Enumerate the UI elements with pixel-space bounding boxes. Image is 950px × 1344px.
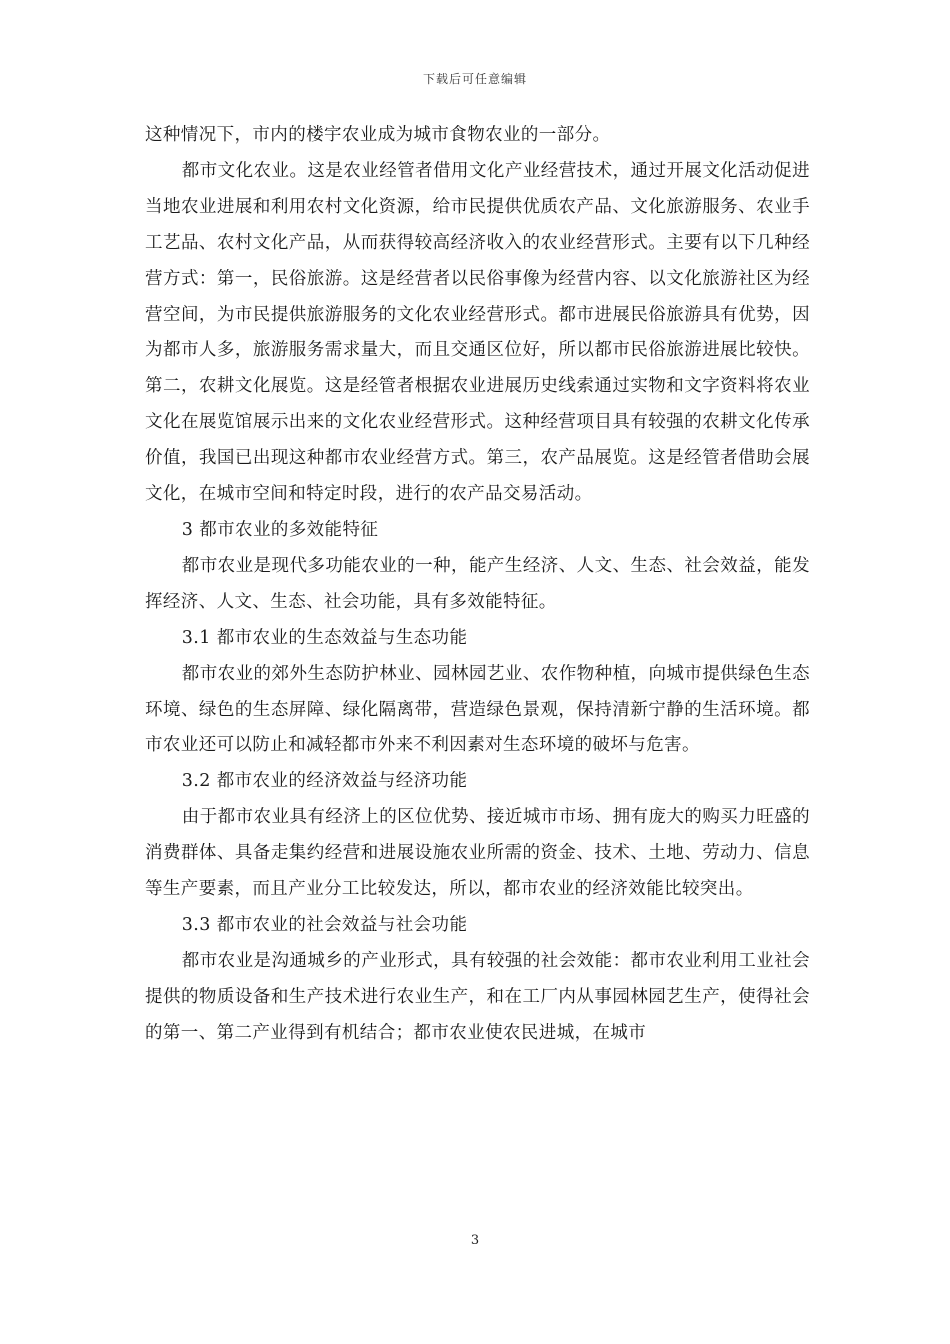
paragraph-society: 都市农业是沟通城乡的产业形式，具有较强的社会效能：都市农业利用工业社会提供的物质设备和生产技术进行农业生产，和在工厂内从事园林园艺生产，使得社会的第一、第二产业得到有机结合；都市农业使农民进城，在城市 [145,950,810,1043]
section-heading-3-3: 3.3 都市农业的社会效益与社会功能 [181,914,468,935]
page-number: 3 [470,1233,480,1248]
section-heading-3-1: 3.1 都市农业的生态效益与生态功能 [181,627,468,648]
section-heading-3: 3 都市农业的多效能特征 [181,519,379,540]
paragraph-ecology: 都市农业的郊外生态防护林业、园林园艺业、农作物种植，向城市提供绿色生态环境、绿色的生态屏障、绿化隔离带，营造绿色景观，保持清新宁静的生活环境。都市农业还可以防止和减轻都市外来不利因素对生态环境的破坏与危害。 [145,663,810,756]
paragraph-cultural-agriculture: 都市文化农业。这是农业经管者借用文化产业经营技术，通过开展文化活动促进当地农业进展和利用农村文化资源，给市民提供优质农产品、文化旅游服务、农业手工艺品、农村文化产品，从而获得较高经济收入的农业经营形式。主要有以下几种经营方式：第一，民俗旅游。这是经营者以民俗事像为经营内容、以文化旅游社区为经营空间，为市民提供旅游服务的文化农业经营形式。都市进展民俗旅游具有优势，因为都市人多，旅游服务需求量大，而且交通区位好，所以都市民俗旅游进展比较快。第二，农耕文化展览。这是经管者根据农业进展历史线索通过实物和文字资料将农业文化在展览馆展示出来的文化农业经营形式。这种经营项目具有较强的农耕文化传承价值，我国已出现这种都市农业经营方式。第三，农产品展览。这是经管者借助会展文化，在城市空间和特定时段，进行的农产品交易活动。 [145,160,810,505]
paragraph-multifunction: 都市农业是现代多功能农业的一种，能产生经济、人文、生态、社会效益，能发挥经济、人文、生态、社会功能，具有多效能特征。 [145,555,810,612]
paragraph-economy: 由于都市农业具有经济上的区位优势、接近城市市场、拥有庞大的购买力旺盛的消费群体、具备走集约经营和进展设施农业所需的资金、技术、土地、劳动力、信息等生产要素，而且产业分工比较发达，所以，都市农业的经济效能比较突出。 [145,807,810,900]
paragraph-continuation: 这种情况下，市内的楼宇农业成为城市食物农业的一部分。 [145,125,611,145]
body-text [145,118,810,1052]
page-header: 下载后可任意编辑 [422,72,527,86]
section-heading-3-2: 3.2 都市农业的经济效益与经济功能 [181,771,468,792]
